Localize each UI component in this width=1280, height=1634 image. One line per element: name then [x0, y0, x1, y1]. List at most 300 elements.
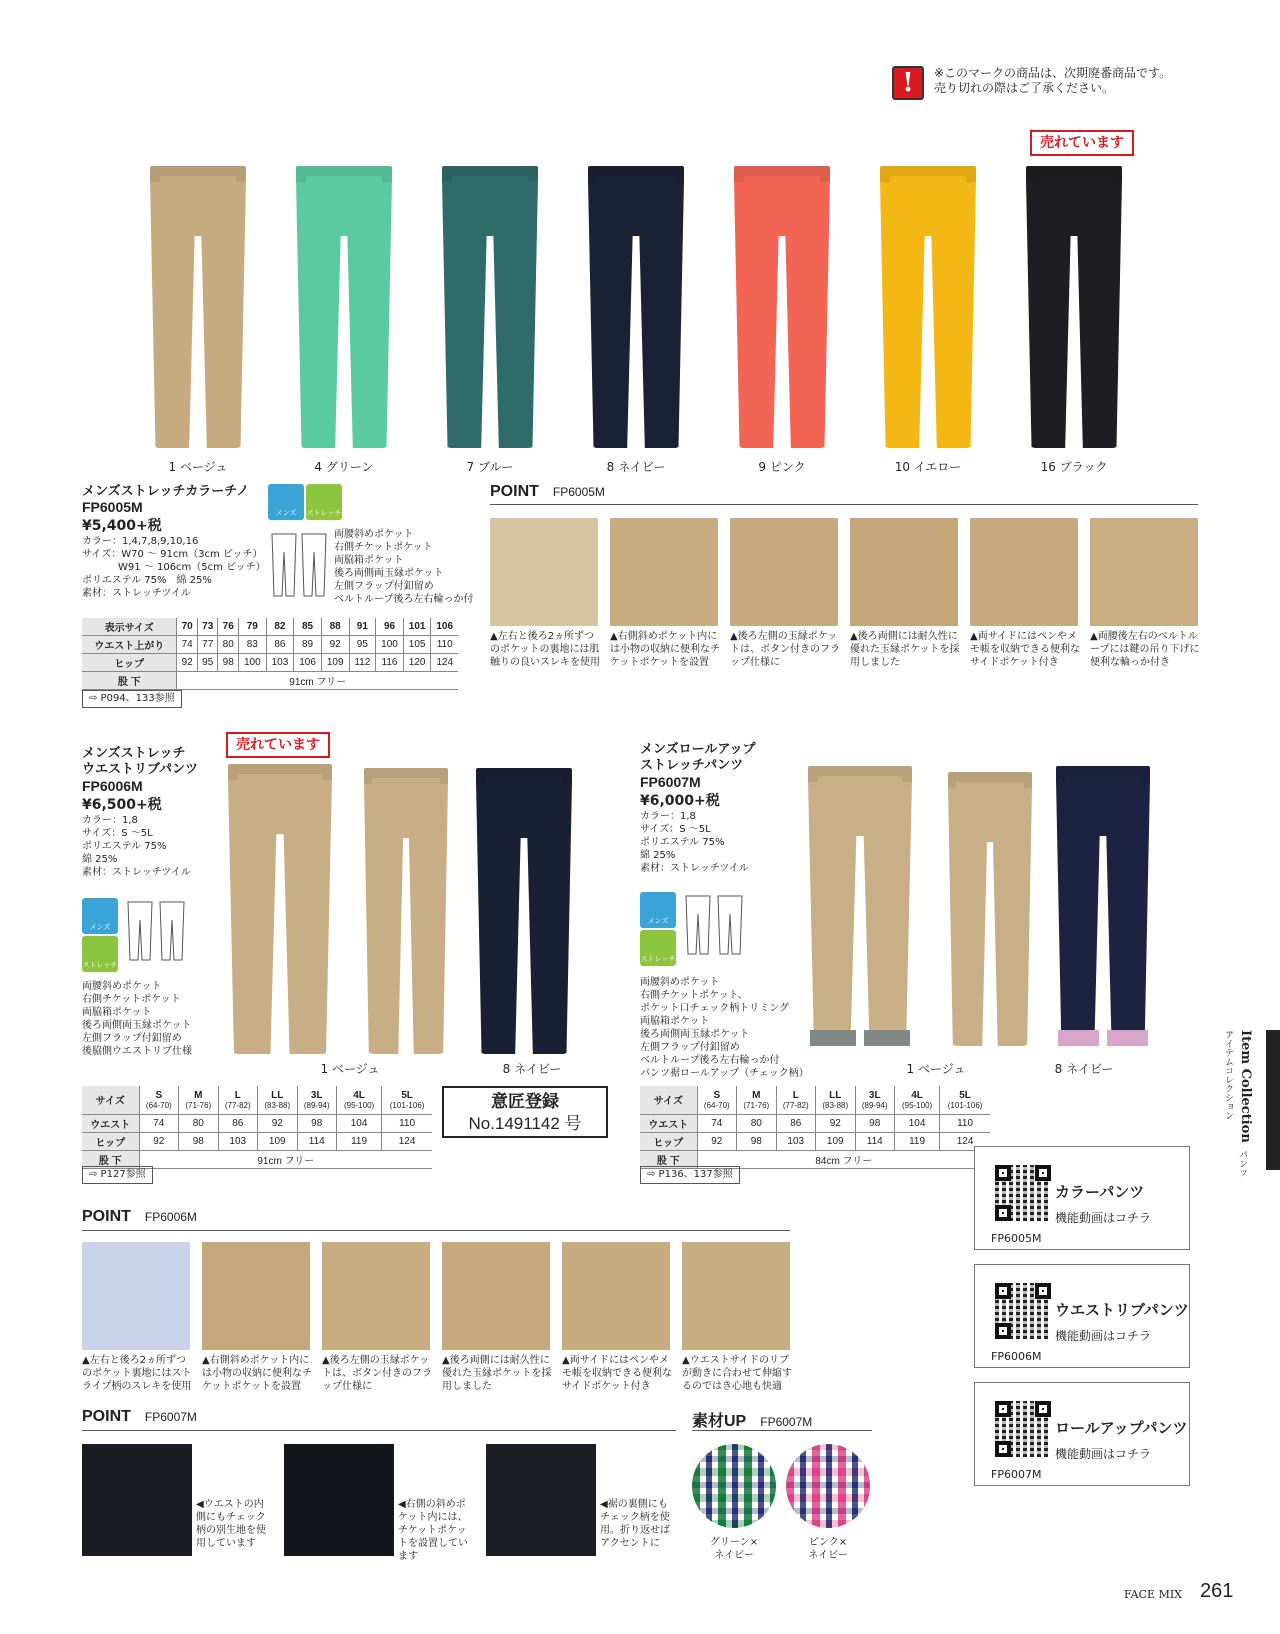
point-caption: ◀裾の裏側にもチェック柄を使用。折り返せばアクセントに	[600, 1499, 670, 1549]
size-range: (64-70)	[145, 1100, 172, 1110]
point-caption: ▲後ろ両側には耐久性に優れた玉縁ポケットを採用しました	[850, 631, 960, 668]
point-heading	[82, 1408, 197, 1426]
table-cell: 83	[239, 636, 267, 654]
spec-line: サイズ：S ～5L	[640, 824, 711, 835]
size-range: (77-82)	[782, 1100, 809, 1110]
product-code: FP6007M	[640, 774, 701, 790]
feature: ベルトループ後ろ左右輪っか付	[640, 1055, 780, 1066]
spec-line: 素材：ストレッチツイル	[82, 588, 191, 599]
feature: 右側チケットポケット	[334, 542, 433, 553]
size-label: L	[792, 1089, 799, 1101]
table-cell: 91cm フリー	[177, 672, 458, 690]
feature: 両腰斜めポケット	[334, 529, 414, 540]
table-cell	[179, 1086, 218, 1114]
table-cell: 92	[816, 1114, 855, 1132]
table-cell: 70	[177, 618, 198, 636]
material-code: FP6007M	[760, 1415, 813, 1429]
qr-code-icon	[995, 1283, 1051, 1339]
point-caption: ◀右側の斜めポケット内には、チケットポケットを設置しています	[398, 1499, 468, 1562]
spec-line: 素材：ストレッチツイル	[82, 867, 191, 878]
point-caption: ▲右側斜めポケット内には小物の収納に便利なチケットポケットを設置	[202, 1355, 312, 1392]
size-label: 4L	[911, 1089, 923, 1101]
size-range: (101-106)	[389, 1100, 425, 1110]
table-cell: 92	[697, 1132, 736, 1150]
size-label: 5L	[959, 1089, 971, 1101]
pants-photo	[476, 768, 572, 1054]
table-cell: 114	[297, 1132, 336, 1150]
table-cell: 120	[403, 654, 431, 672]
qr-card	[974, 1146, 1190, 1250]
size-label: 3L	[868, 1089, 881, 1101]
table-cell: 74	[139, 1114, 178, 1132]
table-cell: 86	[218, 1114, 257, 1132]
table-cell: 91cm フリー	[139, 1150, 432, 1168]
point-title: POINT	[82, 1408, 131, 1425]
seat	[306, 176, 383, 236]
sold-badge: 売れています	[226, 732, 330, 758]
swatch-label-line: グリーン×	[709, 1537, 759, 1548]
table-cell: 96	[376, 618, 404, 636]
point-photo	[970, 518, 1078, 626]
feature-list	[334, 528, 474, 606]
point-photo	[202, 1242, 310, 1350]
qr-product-code: FP6005M	[991, 1232, 1042, 1245]
table-head: サイズ	[640, 1086, 697, 1114]
product-price: ¥6,500+税	[82, 797, 162, 813]
product-price: ¥5,400+税	[82, 518, 162, 534]
qr-card	[974, 1382, 1190, 1486]
sold-badge: 売れています	[1030, 130, 1134, 156]
table-cell	[737, 1086, 776, 1114]
table-cell	[816, 1086, 855, 1114]
table-cell: 86	[776, 1114, 815, 1132]
design-registration	[442, 1086, 608, 1138]
spec-line: ポリエステル 75% 綿 25%	[82, 575, 212, 586]
table-cell: 85	[294, 618, 322, 636]
spec-line: W91 ～ 106cm（5cm ピッチ）	[118, 562, 266, 573]
table-cell: 77	[197, 636, 218, 654]
spec-line: ポリエステル 75%	[640, 837, 725, 848]
feature: 後脇側ウエストリブ仕様	[82, 1046, 192, 1057]
point-caption: ▲後ろ両側には耐久性に優れた玉縁ポケットを採用しました	[442, 1355, 552, 1392]
qr-product-code: FP6006M	[991, 1350, 1042, 1363]
point-photo	[562, 1242, 670, 1350]
table-cell: 80	[179, 1114, 218, 1132]
table-cell: 84cm フリー	[697, 1150, 990, 1168]
swatch-label-line: ピンク×	[808, 1537, 848, 1548]
table-cell: 98	[297, 1114, 336, 1132]
size-range: (89-94)	[303, 1100, 330, 1110]
stretch-icon: ストレッチ	[82, 936, 118, 972]
point-caption: ▲後ろ左側の玉縁ポケットは、ボタン付きのフラップ仕様に	[322, 1355, 432, 1392]
side-category: パンツ	[1237, 1150, 1247, 1177]
table-cell: 79	[239, 618, 267, 636]
point-caption: ▲左右と後ろ2ヵ所ずつのポケットの裏地には肌触りの良いスレキを使用	[490, 631, 600, 668]
table-cell: 86	[266, 636, 294, 654]
table-cell: 100	[239, 654, 267, 672]
point-caption: ▲後ろ左側の玉縁ポケットは、ボタン付きのフラップ仕様に	[730, 631, 840, 668]
table-cell	[776, 1086, 815, 1114]
feature: 両脇箱ポケット	[82, 1007, 152, 1018]
qr-product-code: FP6007M	[991, 1468, 1042, 1481]
pants-photo	[228, 764, 332, 1054]
cuff	[1058, 1030, 1099, 1046]
seat	[956, 782, 1023, 842]
color-caption: 8 ネイビー	[606, 460, 666, 474]
point-caption: ▲両腰後左右のベルトループには鍵の吊り下げに便利な輪っか付き	[1090, 631, 1200, 668]
size-range: (95-100)	[901, 1100, 933, 1110]
qr-finder	[1035, 1283, 1051, 1299]
swatch-label-line: ネイビー	[714, 1550, 754, 1561]
table-head: 股 下	[82, 1150, 139, 1168]
spec-line: カラー：1,4,7,8,9,10,16	[82, 536, 199, 547]
table-cell: 73	[197, 618, 218, 636]
product-info-fp6007m	[640, 742, 790, 875]
table-cell: 124	[382, 1132, 432, 1150]
qr-finder	[995, 1441, 1011, 1457]
spec-line: 綿 25%	[640, 850, 676, 861]
seat	[890, 176, 967, 236]
table-cell: 89	[294, 636, 322, 654]
size-range: (71-76)	[743, 1100, 770, 1110]
table-cell: 98	[855, 1114, 894, 1132]
seat	[160, 176, 237, 236]
feature: 後ろ両側両玉縁ポケット	[640, 1029, 750, 1040]
table-cell: 103	[266, 654, 294, 672]
table-cell: 98	[218, 654, 239, 672]
table-cell: 82	[266, 618, 294, 636]
feature: 右側チケットポケット	[82, 994, 181, 1005]
table-head: ヒップ	[640, 1132, 697, 1150]
feature: 右側チケットポケット、	[640, 990, 748, 1001]
point-photo	[486, 1444, 596, 1556]
qr-subtitle: 機能動画はコチラ	[1055, 1329, 1152, 1343]
point-photo	[82, 1242, 190, 1350]
stretch-icon: ストレッチ	[306, 484, 342, 520]
product-name: ウエストリブパンツ	[82, 762, 198, 777]
table-cell: 119	[894, 1132, 939, 1150]
feature: 左側フラップ付釦留め	[82, 1033, 182, 1044]
qr-title: ロールアップパンツ	[1055, 1419, 1188, 1437]
point-caption: ◀ウエストの内側にもチェック柄の別生地を使用しています	[196, 1499, 266, 1549]
design-number: No.1491142 号	[468, 1114, 582, 1133]
point-heading	[82, 1208, 197, 1226]
table-cell	[139, 1086, 178, 1114]
pants-diagram-icon	[268, 530, 330, 600]
table-cell	[382, 1086, 432, 1114]
table-cell: 124	[431, 654, 458, 672]
feature: 左側フラップ付釦留め	[334, 581, 434, 592]
pants-photo	[150, 166, 246, 448]
table-cell: 103	[218, 1132, 257, 1150]
point-photo	[82, 1444, 192, 1556]
table-cell: 74	[697, 1114, 736, 1132]
table-cell: 110	[940, 1114, 990, 1132]
table-cell: 124	[940, 1132, 990, 1150]
seat	[598, 176, 675, 236]
table-cell: 98	[737, 1132, 776, 1150]
mens-icon: メンズ	[268, 484, 304, 520]
pants-photo	[588, 166, 684, 448]
discontinued-notice	[892, 66, 1232, 100]
size-table-fp6007m	[640, 1086, 990, 1169]
table-cell: 110	[382, 1114, 432, 1132]
qr-code-icon	[995, 1401, 1051, 1457]
table-cell: 109	[321, 654, 349, 672]
product-price: ¥6,000+税	[640, 793, 720, 809]
cuff	[1107, 1030, 1148, 1046]
qr-finder	[995, 1165, 1011, 1181]
point-photo	[322, 1242, 430, 1350]
design-label: 意匠登録	[491, 1092, 559, 1112]
product-info-fp6006m	[82, 746, 222, 879]
table-cell: 80	[218, 636, 239, 654]
pants-photo	[1056, 766, 1150, 1046]
qr-finder	[995, 1401, 1011, 1417]
size-label: 5L	[401, 1089, 413, 1101]
spec-line: 素材：ストレッチツイル	[640, 863, 749, 874]
point-caption: ▲右側斜めポケット内には小物の収納に便利なチケットポケットを設置	[610, 631, 720, 668]
color-caption: 7 ブルー	[466, 460, 514, 474]
side-title-jp: アイテムコレクション	[1223, 1030, 1233, 1120]
table-cell: 106	[431, 618, 458, 636]
size-label: M	[194, 1089, 203, 1101]
point-heading	[490, 483, 605, 501]
size-range: (89-94)	[861, 1100, 888, 1110]
qr-finder	[1035, 1165, 1051, 1181]
seat	[452, 176, 529, 236]
table-cell	[855, 1086, 894, 1114]
size-range: (101-106)	[947, 1100, 983, 1110]
seat	[1036, 176, 1113, 236]
feature: 両脇箱ポケット	[640, 1016, 710, 1027]
table-cell	[336, 1086, 381, 1114]
spec-line: サイズ：S ～5L	[82, 828, 153, 839]
point-code: FP6006M	[144, 1210, 197, 1224]
feature: 後ろ両側両玉縁ポケット	[334, 568, 444, 579]
table-cell: 105	[403, 636, 431, 654]
divider	[692, 1430, 872, 1431]
color-caption: 8 ネイビー	[502, 1062, 562, 1076]
side-title-en: Item Collection	[1238, 1030, 1253, 1143]
table-cell: 114	[855, 1132, 894, 1150]
point-code: FP6007M	[144, 1410, 197, 1424]
table-head: ウエスト上がり	[82, 636, 177, 654]
table-head: 股 下	[640, 1150, 697, 1168]
table-head: 股 下	[82, 672, 177, 690]
notice-line-1: ※このマークの商品は、次期廃番商品です。	[934, 66, 1172, 80]
table-head: 表示サイズ	[82, 618, 177, 636]
point-photo	[1090, 518, 1198, 626]
table-cell	[258, 1086, 297, 1114]
point-caption: ▲左右と後ろ2ヵ所ずつのポケット裏地にはストライプ柄のスレキを使用	[82, 1355, 192, 1392]
seat	[818, 776, 901, 836]
pants-photo	[734, 166, 830, 448]
point-title: POINT	[82, 1208, 131, 1225]
point-photo	[284, 1444, 394, 1556]
table-cell: 92	[258, 1114, 297, 1132]
table-cell: 92	[177, 654, 198, 672]
seat	[486, 778, 563, 838]
qr-subtitle: 機能動画はコチラ	[1055, 1211, 1152, 1225]
point-photo	[442, 1242, 550, 1350]
table-cell: 80	[737, 1114, 776, 1132]
table-cell: 119	[336, 1132, 381, 1150]
pants-photo	[442, 166, 538, 448]
table-cell	[940, 1086, 990, 1114]
color-caption: 4 グリーン	[314, 460, 374, 474]
seat	[744, 176, 821, 236]
pants-diagram-icon	[682, 892, 746, 958]
table-cell: 116	[376, 654, 404, 672]
table-cell: 74	[177, 636, 198, 654]
page-reference: ⇨ P094、133参照	[82, 690, 182, 708]
product-code: FP6006M	[82, 778, 143, 794]
size-label: L	[234, 1089, 241, 1101]
spec-line: カラー：1,8	[640, 811, 696, 822]
page-reference: ⇨ P127参照	[82, 1166, 153, 1184]
table-head: ウエスト	[640, 1114, 697, 1132]
seat	[1065, 776, 1140, 836]
point-photo	[682, 1242, 790, 1350]
table-cell: 103	[776, 1132, 815, 1150]
table-cell: 92	[139, 1132, 178, 1150]
side-tab	[1266, 1030, 1280, 1170]
pants-photo	[808, 766, 912, 1046]
point-caption: ▲両サイドにはペンやメモ帳を収納できる便利なサイドポケット付き	[970, 631, 1080, 668]
point-code: FP6005M	[552, 485, 605, 499]
feature-list	[640, 976, 809, 1080]
seat	[238, 774, 321, 834]
spec-line: カラー：1,8	[82, 815, 138, 826]
size-range: (83-88)	[822, 1100, 849, 1110]
size-label: M	[752, 1089, 761, 1101]
table-head: サイズ	[82, 1086, 139, 1114]
table-cell: 95	[349, 636, 376, 654]
table-cell: 106	[294, 654, 322, 672]
table-cell	[218, 1086, 257, 1114]
table-head: ウエスト	[82, 1114, 139, 1132]
feature: 後ろ両側両玉縁ポケット	[82, 1020, 192, 1031]
divider	[82, 1430, 676, 1431]
pants-photo	[364, 768, 448, 1054]
qr-code-icon	[995, 1165, 1051, 1221]
qr-finder	[1035, 1401, 1051, 1417]
divider	[82, 1230, 790, 1231]
page-number: 261	[1200, 1580, 1234, 1602]
table-cell: 109	[816, 1132, 855, 1150]
size-label: LL	[271, 1089, 284, 1101]
point-photo	[610, 518, 718, 626]
feature: 両腰斜めポケット	[82, 981, 162, 992]
pants-photo	[296, 166, 392, 448]
point-photo	[850, 518, 958, 626]
table-cell: 88	[321, 618, 349, 636]
qr-card	[974, 1264, 1190, 1368]
pants-photo	[1026, 166, 1122, 448]
feature: ベルトループ後ろ左右輪っか付	[334, 594, 474, 605]
cuff	[864, 1030, 910, 1046]
table-head: ヒップ	[82, 1132, 139, 1150]
size-range: (83-88)	[264, 1100, 291, 1110]
qr-title: カラーパンツ	[1055, 1183, 1145, 1201]
table-cell: 110	[431, 636, 458, 654]
mens-icon: メンズ	[640, 892, 676, 928]
pants-diagram-icon	[124, 898, 188, 964]
feature: パンツ裾ロールアップ（チェック柄）	[640, 1068, 809, 1079]
table-cell	[297, 1086, 336, 1114]
feature: 両脇箱ポケット	[334, 555, 404, 566]
product-info-fp6005m	[82, 484, 266, 600]
qr-finder	[995, 1323, 1011, 1339]
product-name: メンズロールアップ	[640, 742, 756, 757]
color-caption: 8 ネイビー	[1054, 1062, 1114, 1076]
color-caption: 1 ベージュ	[906, 1062, 966, 1076]
table-cell: 92	[321, 636, 349, 654]
pink-navy-check-swatch	[786, 1444, 870, 1528]
point-caption: ▲ウエストサイドのリブが動きに合わせて伸縮するのではき心地も快適	[682, 1355, 792, 1392]
pants-photo	[880, 166, 976, 448]
table-cell: 100	[376, 636, 404, 654]
table-cell	[697, 1086, 736, 1114]
size-label: S	[155, 1089, 163, 1101]
page-reference: ⇨ P136、137参照	[640, 1166, 740, 1184]
color-caption: 1 ベージュ	[168, 460, 228, 474]
size-range: (64-70)	[703, 1100, 730, 1110]
color-caption: 1 ベージュ	[320, 1062, 380, 1076]
color-caption: 9 ピンク	[758, 460, 806, 474]
divider	[490, 504, 1198, 505]
stretch-icon: ストレッチ	[640, 930, 676, 966]
material-heading	[692, 1408, 812, 1431]
size-range: (95-100)	[343, 1100, 375, 1110]
size-label: S	[713, 1089, 721, 1101]
table-cell: 76	[218, 618, 239, 636]
size-label: 3L	[310, 1089, 323, 1101]
size-label: LL	[829, 1089, 842, 1101]
product-name: メンズストレッチ	[82, 746, 186, 761]
table-cell: 101	[403, 618, 431, 636]
product-code: FP6005M	[82, 499, 143, 515]
feature: 左側フラップ付釦留め	[640, 1042, 740, 1053]
spec-line: 綿 25%	[82, 854, 118, 865]
seat	[372, 778, 439, 838]
material-title: 素材UP	[692, 1413, 747, 1430]
footer-brand: FACE MIX	[1124, 1588, 1183, 1601]
table-cell: 104	[894, 1114, 939, 1132]
size-range: (71-76)	[185, 1100, 212, 1110]
swatch-label-line: ネイビー	[808, 1550, 848, 1561]
color-caption: 10 イエロー	[894, 460, 962, 474]
point-caption: ▲両サイドにはペンやメモ帳を収納できる便利なサイドポケット付き	[562, 1355, 672, 1392]
feature: ポケット口チェック柄トリミング	[640, 1003, 789, 1014]
table-cell: 112	[349, 654, 376, 672]
table-cell: 104	[336, 1114, 381, 1132]
point-photo	[730, 518, 838, 626]
table-cell: 98	[179, 1132, 218, 1150]
point-photo	[490, 518, 598, 626]
table-cell	[894, 1086, 939, 1114]
size-table-fp6005m	[82, 618, 458, 690]
feature-list	[82, 980, 192, 1058]
qr-finder	[995, 1283, 1011, 1299]
notice-line-2: 売り切れの際はご了承ください。	[934, 81, 1115, 95]
table-cell: 109	[258, 1132, 297, 1150]
green-navy-check-swatch	[692, 1444, 776, 1528]
point-title: POINT	[490, 483, 539, 500]
cuff	[810, 1030, 856, 1046]
pants-photo	[948, 772, 1032, 1046]
